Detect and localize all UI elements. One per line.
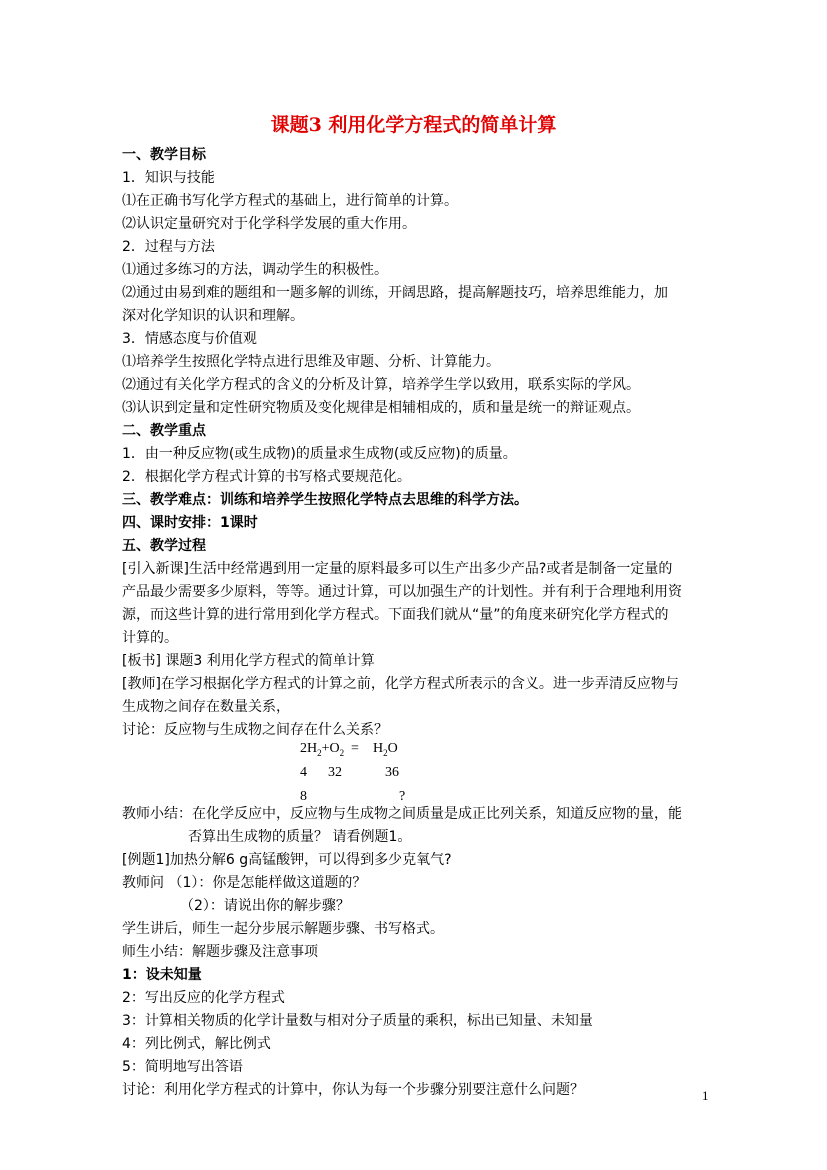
text-line: 学生讲后，师生一起分步展示解题步骤、书写格式。 [122, 921, 444, 937]
equation-equals-sign: = [351, 741, 359, 756]
heading-teaching-process: 五、教学过程 [122, 538, 206, 554]
page-number: 1 [702, 1088, 709, 1103]
text-line: 产品最少需要多少原料，等等。通过计算，可以加强生产的计划性。并有利于合理地利用资 [122, 584, 682, 600]
chemical-equation: $2H_2+O_2$ [300, 741, 345, 758]
subheading-knowledge-skills: 1．知识与技能 [122, 170, 215, 186]
text-line: ⑶认识到定量和定性研究物质及变化规律是相辅相成的，质和量是统一的辩证观点。 [122, 400, 640, 416]
text-line: 教师小结：在化学反应中，反应物与生成物之间质量是成正比列关系，知道反应物的量，能 [122, 806, 682, 822]
step-2: 2：写出反应的化学方程式 [122, 990, 285, 1006]
step-4: 4：列比例式，解比例式 [122, 1036, 271, 1052]
document-title: 课题3 利用化学方程式的简单计算 [270, 114, 557, 136]
text-line: [教师]在学习根据化学方程式的计算之前，化学方程式所表示的含义。进一步弄清反应物与 [122, 676, 679, 692]
subheading-process-method: 2．过程与方法 [122, 239, 215, 255]
equation-mass-32: 32 [328, 765, 342, 780]
text-line: 师生小结：解题步骤及注意事项 [122, 944, 318, 960]
step-1: 1：设未知量 [122, 967, 202, 983]
text-line: ⑴培养学生按照化学特点进行思维及审题、分析、计算能力。 [122, 354, 500, 370]
text-line: 讨论：利用化学方程式的计算中，你认为每一个步骤分别要注意什么问题？ [122, 1082, 584, 1098]
equation-given-8: 8 [300, 789, 307, 804]
text-line: （2）：请说出你的解步骤？ [180, 898, 350, 914]
text-line: [引入新课]生活中经常遇到用一定量的原料最多可以生产出多少产品?或者是制备一定量的 [122, 561, 673, 577]
heading-teaching-goals: 一、教学目标 [122, 147, 206, 163]
text-line: [板书] 课题3 利用化学方程式的简单计算 [122, 653, 375, 669]
text-line: 深对化学知识的认识和理解。 [122, 308, 304, 324]
subheading-attitude-values: 3．情感态度与价值观 [122, 331, 257, 347]
text-line: 1．由一种反应物(或生成物)的质量求生成物(或反应物)的质量。 [122, 446, 517, 462]
heading-difficulty: 三、教学难点：训练和培养学生按照化学特点去思维的科学方法。 [122, 492, 528, 508]
heading-key-points: 二、教学重点 [122, 423, 206, 439]
text-line: 生成物之间存在数量关系， [122, 699, 290, 715]
step-5: 5：简明地写出答语 [122, 1059, 243, 1075]
text-line: ⑴在正确书写化学方程式的基础上，进行简单的计算。 [122, 193, 458, 209]
text-line: ⑵认识定量研究对于化学科学发展的重大作用。 [122, 216, 416, 232]
heading-schedule: 四、课时安排：1课时 [122, 515, 258, 531]
text-line: ⑴通过多练习的方法，调动学生的积极性。 [122, 262, 388, 278]
equation-mass-4: 4 [300, 765, 307, 780]
text-line: ⑵通过由易到难的题组和一题多解的训练，开阔思路，提高解题技巧，培养思维能力，加 [122, 285, 668, 301]
text-line: 讨论：反应物与生成物之间存在什么关系？ [122, 722, 388, 738]
text-line: 计算的。 [122, 630, 178, 646]
equation-mass-36: 36 [385, 765, 399, 780]
example-1: [例题1]加热分解6 g高锰酸钾，可以得到多少克氧气? [122, 852, 452, 868]
text-line: 源，而这些计算的进行常用到化学方程式。下面我们就从“量”的角度来研究化学方程式的 [122, 607, 669, 623]
text-line: 教师问 （1）：你是怎能样做这道题的？ [122, 875, 367, 891]
text-line: ⑵通过有关化学方程式的含义的分析及计算，培养学生学以致用，联系实际的学风。 [122, 377, 640, 393]
equation-product: $H_2O$ [373, 741, 398, 758]
text-line: 否算出生成物的质量？ 请看例题1。 [188, 829, 412, 845]
text-line: 2．根据化学方程式计算的书写格式要规范化。 [122, 469, 411, 485]
step-3: 3：计算相关物质的化学计量数与相对分子质量的乘积，标出已知量、未知量 [122, 1013, 593, 1029]
equation-unknown: ? [399, 789, 406, 804]
